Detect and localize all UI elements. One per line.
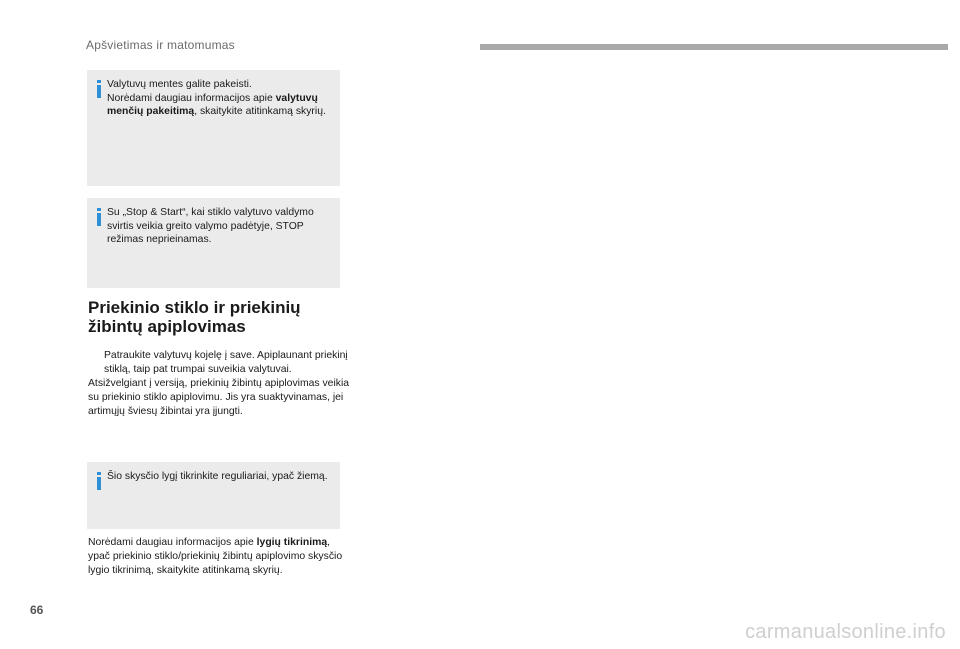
level-check-link: lygių tikrinimą: [256, 537, 328, 548]
wiper-blade-replacement-link: valytuvų menčių pakeitimą: [107, 92, 318, 118]
page-number: 66: [30, 603, 44, 617]
info-box-wiper-blades: [87, 70, 340, 186]
info-icon: [95, 80, 103, 98]
watermark: carmanualsonline.info: [745, 621, 946, 643]
bullet-item: [88, 349, 350, 377]
level-check-paragraph: Norėdami daugiau informacijos apie lygių tikrinimą, ypač priekinio stiklo/priekinių žibintų apiplovimo skysčio lygio tikrinimą, skaitykite atitinkamą skyrių.: [88, 537, 343, 576]
info-icon: [95, 472, 103, 490]
bullet-text: Patraukite valytuvų kojelę į save. Apiplaunant priekinį stiklą, taip pat trumpai suveikia valytuvai.: [104, 350, 348, 375]
headlamp-wash-paragraph: Atsižvelgiant į versiją, priekinių žibintų apiplovimas veikia su priekinio stiklo apiplovimu. Jis yra suaktyvinamas, jei artimųjų šviesų žibintai yra įjungti.: [88, 378, 350, 417]
info-box-fluid-level: [87, 462, 340, 529]
main-heading: Priekinio stiklo ir priekinių žibintų apiplovimas: [88, 298, 301, 336]
info-box-fluid-level-text: Šio skysčio lygį tikrinkite reguliariai, ypač žiemą.: [107, 471, 328, 482]
header-rule: [480, 44, 948, 50]
info-box-stop-start-text: Su „Stop & Start“, kai stiklo valytuvo valdymo svirtis veikia greito valymo padėtyje, STOP režimas neprieinamas.: [107, 207, 314, 246]
info-icon: [95, 208, 103, 226]
info-box-stop-start: [87, 198, 340, 288]
info-box-wiper-blades-text: Valytuvų mentes galite pakeisti. Norėdami daugiau informacijos apie valytuvų menčių pakeitimą, skaitykite atitinkamą skyrių.: [107, 79, 326, 118]
section-title: Apšvietimas ir matomumas: [86, 38, 235, 52]
